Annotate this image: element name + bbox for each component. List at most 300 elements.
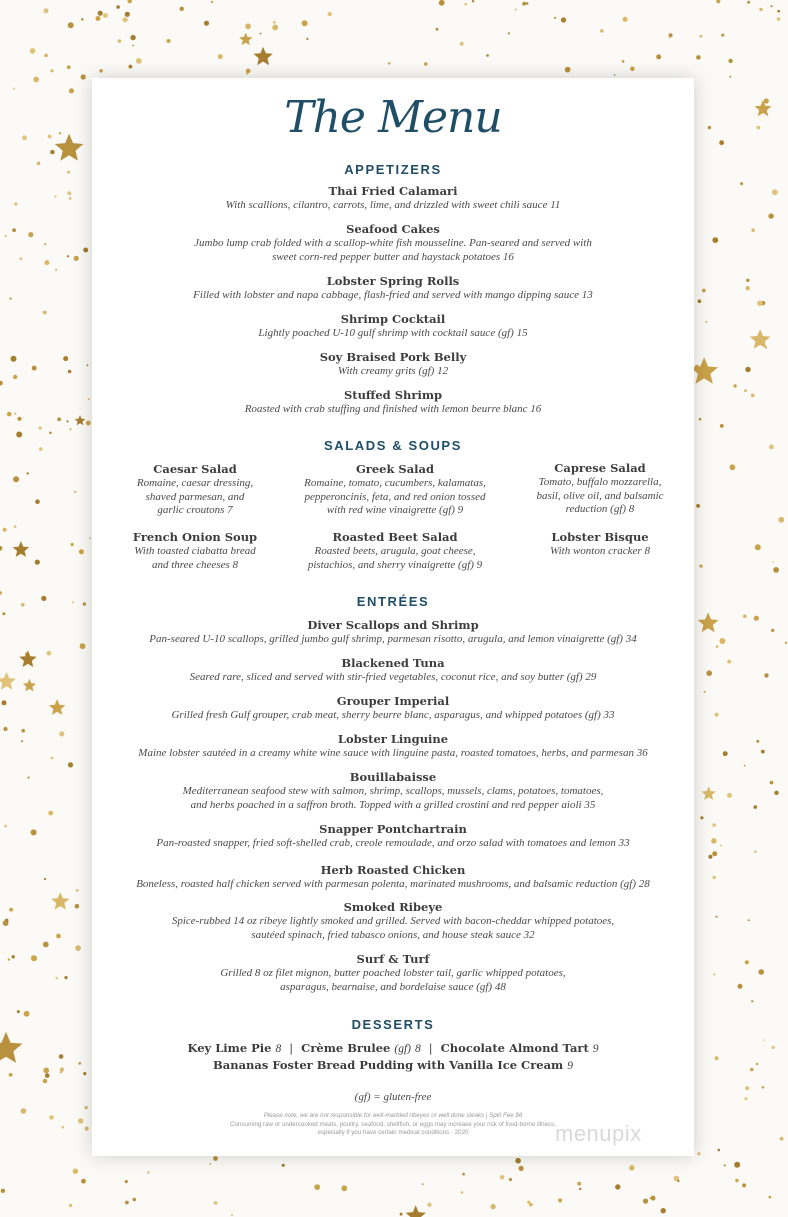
gold-star-icon	[755, 100, 772, 116]
confetti-dot	[88, 398, 90, 400]
menu-item	[516, 461, 684, 517]
confetti-dot	[19, 257, 22, 260]
confetti-dot	[55, 196, 57, 198]
confetti-dot	[461, 1191, 463, 1193]
confetti-dot	[509, 1178, 512, 1181]
confetti-dot	[147, 1171, 150, 1174]
confetti-dot	[80, 643, 86, 649]
confetti-dot	[738, 984, 743, 989]
item-description: shaved parmesan, and	[145, 490, 245, 503]
item-description: sweet corn-red pepper butter and haystack potatoes 16	[272, 250, 514, 263]
confetti-dot	[79, 1062, 82, 1065]
confetti-dot	[0, 381, 3, 386]
confetti-dot	[724, 1164, 726, 1166]
dessert-price: 8	[275, 1043, 282, 1055]
confetti-dot	[69, 1204, 73, 1208]
confetti-dot	[745, 367, 750, 372]
confetti-dot	[740, 182, 743, 185]
confetti-dot	[715, 713, 719, 717]
confetti-dot	[59, 132, 61, 134]
confetti-dot	[756, 740, 759, 743]
item-name: Herb Roasted Chicken	[320, 863, 466, 877]
confetti-dot	[614, 74, 616, 76]
confetti-dot	[13, 375, 17, 379]
confetti-dot	[43, 1079, 48, 1084]
confetti-dot	[27, 472, 29, 474]
confetti-dot	[81, 1179, 86, 1184]
gluten-free-legend: (gf) = gluten-free	[354, 1091, 432, 1103]
confetti-dot	[629, 1165, 634, 1170]
item-name: Lobster Spring Rolls	[326, 274, 460, 288]
confetti-dot	[769, 445, 774, 450]
confetti-dot	[661, 1208, 666, 1213]
item-name: Seafood Cakes	[346, 222, 440, 236]
confetti-dot	[30, 48, 36, 54]
confetti-dot	[213, 1156, 218, 1161]
confetti-dot	[72, 601, 74, 603]
gold-star-icon	[406, 1205, 426, 1217]
confetti-dot	[757, 301, 763, 307]
item-description: Seared rare, sliced and served with stir-fried vegetables, coconut rice, and soy butter (gf) 29	[189, 671, 597, 683]
confetti-dot	[4, 825, 7, 828]
confetti-dot	[31, 955, 37, 961]
confetti-dot	[500, 1175, 505, 1180]
confetti-dot	[47, 651, 52, 656]
confetti-dot	[768, 213, 773, 218]
section-heading-salads-soups: SALADS & SOUPS	[324, 438, 462, 453]
confetti-dot	[712, 823, 716, 827]
confetti-dot	[69, 428, 71, 430]
confetti-dot	[733, 384, 736, 387]
confetti-dot	[116, 5, 120, 9]
confetti-dot	[746, 279, 749, 282]
confetti-dot	[83, 248, 88, 253]
item-name: Lobster Linguine	[337, 732, 449, 746]
confetti-dot	[772, 1046, 775, 1049]
confetti-dot	[615, 1184, 620, 1189]
confetti-dot	[745, 1086, 749, 1090]
confetti-dot	[7, 412, 12, 417]
confetti-dot	[561, 17, 566, 22]
confetti-dot	[756, 1063, 758, 1065]
confetti-dot	[751, 394, 755, 398]
confetti-dot	[59, 1054, 64, 1059]
confetti-dot	[713, 974, 715, 976]
confetti-dot	[630, 67, 635, 72]
confetti-dot	[719, 638, 725, 644]
confetti-dot	[32, 366, 37, 371]
confetti-dot	[67, 171, 70, 174]
gold-star-icon	[239, 33, 252, 46]
confetti-dot	[89, 538, 91, 540]
confetti-dot	[81, 18, 83, 20]
confetti-dot	[716, 0, 720, 3]
confetti-dot	[745, 1097, 748, 1100]
confetti-dot	[706, 670, 712, 676]
gold-star-icon	[75, 415, 86, 425]
confetti-dot	[133, 1198, 137, 1202]
confetti-dot	[759, 8, 762, 11]
confetti-dot	[75, 945, 81, 951]
confetti-dot	[57, 417, 61, 421]
confetti-dot	[771, 5, 773, 7]
confetti-dot	[388, 62, 391, 65]
menu-item	[284, 530, 506, 572]
confetti-dot	[464, 3, 467, 6]
confetti-dot	[746, 286, 750, 290]
item-description: basil, olive oil, and balsamic	[536, 489, 664, 502]
confetti-dot	[14, 413, 16, 415]
item-description: With scallions, cilantro, carrots, lime, and drizzled with sweet chili sauce 11	[225, 199, 561, 211]
confetti-dot	[651, 1196, 656, 1201]
confetti-dot	[67, 65, 71, 69]
confetti-dot	[649, 1197, 651, 1199]
menu-card	[92, 78, 694, 1156]
confetti-dot	[755, 544, 761, 550]
confetti-dot	[44, 54, 48, 58]
item-description: Spice-rubbed 14 oz ribeye lightly smoked and grilled. Served with bacon-cheddar whipped potatoes,	[171, 915, 615, 927]
confetti-dot	[460, 42, 464, 46]
confetti-dot	[314, 1184, 320, 1190]
confetti-dot	[5, 235, 7, 237]
confetti-dot	[68, 370, 72, 374]
confetti-dot	[712, 237, 718, 243]
confetti-dot	[713, 876, 716, 879]
confetti-dot	[75, 904, 80, 909]
item-description: Mediterranean seafood stew with salmon, shrimp, scallops, mussels, clams, potatoes, tomatoes,	[182, 785, 604, 797]
disclaimer-line: Please note, we are not responsible for well-marbled ribeyes or well done steaks | Split Fee $6	[263, 1112, 523, 1119]
confetti-dot	[720, 424, 724, 428]
menu-item	[284, 462, 506, 518]
confetti-dot	[39, 447, 43, 451]
item-name: Greek Salad	[355, 462, 435, 476]
confetti-dot	[697, 1152, 700, 1155]
confetti-dot	[427, 1203, 431, 1207]
confetti-dot	[558, 1198, 562, 1202]
confetti-dot	[3, 920, 9, 926]
confetti-dot	[699, 565, 702, 568]
menu-item	[92, 694, 694, 723]
confetti-dot	[508, 32, 510, 34]
gold-star-icon	[23, 679, 36, 692]
confetti-dot	[643, 1199, 648, 1204]
item-description: with red wine vinaigrette (gf) 9	[326, 504, 464, 516]
gold-star-icon	[698, 612, 719, 632]
confetti-dot	[750, 1068, 753, 1071]
menu-title: The Menu	[284, 92, 502, 143]
menu-item	[92, 863, 694, 892]
menu-item	[92, 952, 694, 994]
confetti-dot	[748, 919, 750, 921]
confetti-dot	[751, 229, 754, 232]
confetti-dot	[727, 660, 731, 664]
item-name: Blackened Tuna	[341, 656, 445, 670]
dessert-price: 9	[567, 1060, 573, 1072]
confetti-dot	[777, 10, 780, 13]
confetti-dot	[734, 1162, 740, 1168]
item-name: Smoked Ribeye	[343, 900, 443, 914]
confetti-dot	[33, 77, 39, 83]
confetti-dot	[328, 12, 332, 16]
confetti-dot	[12, 228, 16, 232]
confetti-dot	[704, 691, 706, 693]
confetti-dot	[723, 751, 728, 756]
confetti-dot	[730, 464, 736, 470]
confetti-dot	[762, 1086, 765, 1089]
confetti-dot	[84, 1106, 87, 1109]
menu-item	[92, 184, 694, 213]
menu-item	[92, 822, 694, 851]
confetti-dot	[28, 232, 33, 237]
confetti-dot	[74, 491, 76, 493]
confetti-dot	[565, 67, 571, 73]
confetti-dot	[103, 13, 108, 18]
menu-item	[120, 530, 270, 572]
confetti-dot	[21, 729, 25, 733]
confetti-dot	[696, 504, 700, 508]
confetti-dot	[702, 289, 706, 293]
confetti-dot	[66, 420, 68, 422]
confetti-dot	[719, 140, 724, 145]
confetti-dot	[79, 549, 84, 554]
confetti-dot	[12, 955, 15, 958]
item-description: With wonton cracker 8	[550, 545, 650, 557]
confetti-dot	[712, 851, 717, 856]
confetti-dot	[260, 33, 262, 35]
item-name: Bouillabaisse	[349, 770, 437, 784]
confetti-dot	[764, 98, 769, 103]
item-description: pistachios, and sherry vinaigrette (gf) 9	[307, 558, 483, 571]
item-description: With toasted ciabatta bread	[134, 545, 256, 557]
dessert-price: 8	[414, 1043, 421, 1055]
confetti-dot	[83, 1072, 86, 1075]
menu-item	[92, 618, 694, 647]
confetti-dot	[41, 596, 46, 601]
item-description: Pan-seared U-10 scallops, grilled jumbo gulf shrimp, parmesan risotto, arugula, and lemon vinaigrette (gf) 34	[149, 633, 637, 645]
confetti-dot	[78, 1118, 83, 1123]
confetti-dot	[55, 269, 57, 271]
confetti-dot	[10, 298, 12, 300]
confetti-dot	[63, 356, 68, 361]
confetti-dot	[214, 1201, 218, 1205]
confetti-dot	[306, 38, 308, 40]
confetti-dot	[123, 17, 128, 22]
confetti-dot	[35, 499, 40, 504]
confetti-dot	[785, 642, 787, 644]
item-description: and three cheeses 8	[151, 558, 239, 571]
confetti-dot	[64, 976, 67, 979]
confetti-dot	[718, 1149, 721, 1152]
confetti-dot	[67, 255, 69, 257]
item-description: Romaine, tomato, cucumbers, kalamatas,	[304, 477, 486, 489]
confetti-dot	[51, 757, 54, 760]
confetti-dot	[716, 645, 719, 648]
confetti-dot	[758, 969, 764, 975]
confetti-dot	[167, 39, 171, 43]
confetti-dot	[71, 543, 74, 546]
item-description: Filled with lobster and napa cabbage, flash-fried and served with mango dipping sauce 13	[193, 289, 593, 301]
confetti-dot	[1, 1189, 5, 1193]
confetti-dot	[76, 889, 79, 892]
confetti-dot	[60, 1071, 62, 1073]
confetti-dot	[720, 845, 722, 847]
confetti-dot	[11, 356, 17, 362]
confetti-dot	[669, 37, 671, 39]
confetti-dot	[68, 762, 73, 767]
confetti-dot	[764, 673, 768, 677]
confetti-dot	[49, 1115, 53, 1119]
confetti-dot	[43, 942, 49, 948]
disclaimer-line: especially if you have certain medical conditions · 2020	[317, 1129, 469, 1136]
item-name: Diver Scallops and Shrimp	[307, 618, 479, 632]
item-name: Lobster Bisque	[551, 530, 649, 544]
confetti-dot	[711, 838, 716, 843]
confetti-dot	[98, 11, 103, 16]
item-description: Maine lobster sautéed in a creamy white wine sauce with linguine pasta, roasted tomatoes, herbs, and parmesan 36	[138, 747, 648, 759]
confetti-dot	[55, 977, 57, 979]
menu-item	[92, 388, 694, 417]
confetti-dot	[125, 1201, 129, 1205]
confetti-dot	[462, 1173, 465, 1176]
dessert-name: Bananas Foster Bread Pudding with Vanilla Ice Cream	[213, 1058, 564, 1072]
confetti-dot	[656, 54, 661, 59]
confetti-dot	[745, 960, 749, 964]
confetti-dot	[772, 189, 778, 195]
confetti-dot	[721, 34, 724, 37]
confetti-dot	[579, 1188, 581, 1190]
item-description: Pan-roasted snapper, fried soft-shelled crab, creole remoulade, and orzo salad with tomatoes and lemon 33	[156, 837, 630, 849]
confetti-dot	[9, 908, 13, 912]
item-description: asparagus, bearnaise, and bordelaise sauce (gf) 48	[280, 980, 506, 993]
confetti-dot	[424, 62, 428, 66]
menu-item	[92, 350, 694, 379]
confetti-dot	[515, 9, 517, 11]
confetti-dot	[68, 22, 74, 28]
confetti-dot	[21, 603, 25, 607]
item-description: Roasted with crab stuffing and finished with lemon beurre blanc 16	[244, 403, 542, 415]
confetti-dot	[31, 829, 37, 835]
item-description: With creamy grits (gf) 12	[337, 365, 449, 377]
item-description: pepperoncinis, feta, and red onion tossed	[304, 490, 486, 503]
confetti-dot	[439, 0, 445, 6]
confetti-dot	[698, 299, 702, 303]
confetti-dot	[211, 1, 213, 3]
confetti-dot	[60, 1068, 64, 1072]
gold-star-icon	[690, 357, 718, 384]
confetti-dot	[422, 1183, 424, 1185]
confetti-dot	[744, 765, 746, 767]
confetti-dot	[14, 202, 17, 205]
confetti-dot	[3, 727, 7, 731]
confetti-dot	[48, 135, 52, 139]
confetti-dot	[677, 1180, 679, 1182]
confetti-dot	[69, 88, 74, 93]
confetti-dot	[17, 1010, 20, 1013]
confetti-dot	[728, 59, 732, 63]
confetti-dot	[180, 7, 184, 11]
gold-star-icon	[19, 650, 37, 667]
item-description: reduction (gf) 8	[565, 503, 635, 515]
dessert-line	[92, 1058, 694, 1072]
menu-item	[516, 530, 684, 559]
item-name: Caesar Salad	[153, 462, 237, 476]
confetti-dot	[27, 777, 29, 779]
confetti-dot	[67, 191, 71, 195]
confetti-dot	[400, 1213, 403, 1216]
confetti-dot	[44, 243, 46, 245]
item-description: Romaine, caesar dressing,	[136, 477, 254, 489]
confetti-dot	[282, 1164, 285, 1167]
dessert-name: Chocolate Almond Tart	[440, 1041, 589, 1055]
item-name: Stuffed Shrimp	[343, 388, 443, 402]
confetti-dot	[770, 781, 774, 785]
confetti-dot	[85, 1127, 89, 1131]
confetti-dot	[44, 878, 46, 880]
confetti-dot	[132, 45, 134, 47]
confetti-dot	[87, 364, 89, 366]
confetti-dot	[780, 1137, 784, 1141]
dessert-price: 9	[592, 1043, 599, 1055]
gluten-free-tag: (gf)	[394, 1043, 411, 1055]
confetti-dot	[45, 1073, 50, 1078]
confetti-dot	[491, 1204, 496, 1209]
confetti-dot	[99, 69, 103, 73]
confetti-dot	[0, 591, 2, 595]
confetti-dot	[128, 0, 132, 3]
item-description: and herbs poached in a saffron broth. Topped with a grilled crostini and red pepper aioli 35	[190, 798, 596, 811]
confetti-dot	[69, 197, 72, 200]
dessert-name: Key Lime Pie	[187, 1041, 272, 1055]
item-name: Caprese Salad	[554, 461, 646, 475]
confetti-dot	[600, 29, 603, 32]
confetti-dot	[744, 389, 747, 392]
gold-star-icon	[0, 1032, 22, 1063]
confetti-dot	[515, 1158, 521, 1164]
confetti-dot	[472, 0, 474, 2]
confetti-dot	[48, 811, 53, 816]
menu-item	[92, 732, 694, 761]
confetti-dot	[747, 1, 750, 4]
item-description: Roasted beets, arugula, goat cheese,	[314, 545, 476, 557]
gold-star-icon	[0, 672, 16, 690]
confetti-dot	[715, 916, 717, 918]
confetti-dot	[56, 934, 61, 939]
confetti-dot	[486, 54, 489, 57]
confetti-dot	[2, 612, 5, 615]
separator: |	[428, 1041, 433, 1055]
confetti-dot	[302, 20, 308, 26]
confetti-dot	[44, 8, 49, 13]
confetti-dot	[13, 476, 19, 482]
confetti-dot	[272, 25, 278, 31]
gold-star-icon	[13, 541, 30, 557]
confetti-dot	[708, 855, 712, 859]
gold-star-icon	[702, 786, 716, 800]
confetti-dot	[623, 17, 628, 22]
confetti-dot	[436, 28, 439, 31]
gold-star-icon	[49, 699, 66, 715]
confetti-dot	[37, 162, 41, 166]
confetti-dot	[21, 1108, 27, 1114]
item-name: Roasted Beet Salad	[332, 530, 458, 544]
confetti-dot	[696, 55, 701, 60]
confetti-dot	[727, 793, 732, 798]
item-name: Thai Fried Calamari	[328, 184, 458, 198]
confetti-dot	[74, 256, 79, 261]
confetti-dot	[96, 16, 101, 21]
confetti-dot	[218, 54, 223, 59]
menu-item	[92, 222, 694, 264]
